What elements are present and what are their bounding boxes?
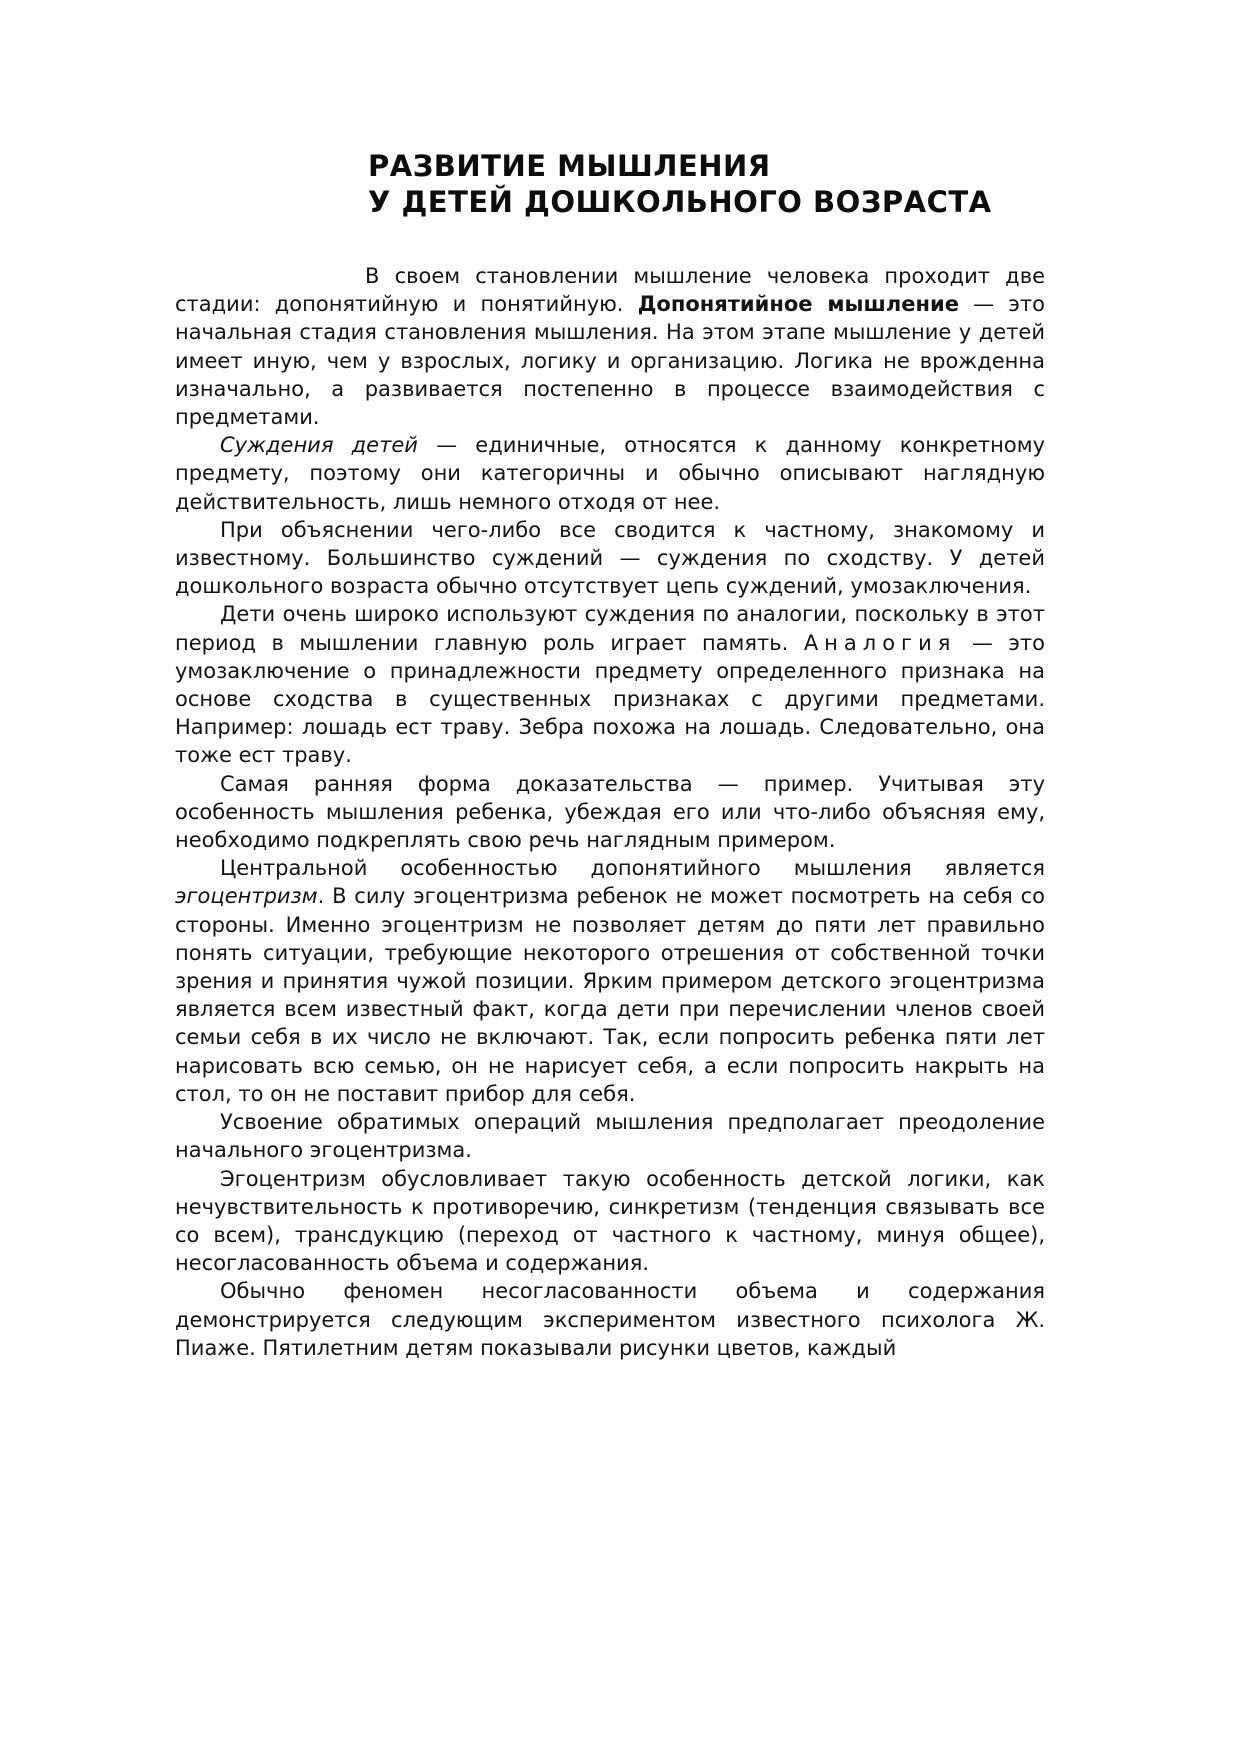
- paragraph-text: . В силу эгоцентризма ребенок не может посмотреть на себя со стороны. Именно эгоцентризм не позволяет детям до пяти лет правильно понять ситуации, требующие некоторого отрешения от собственной точки зрения и принятия чужой позиции. Ярким примером детского эгоцентризма является всем известный факт, когда дети при перечислении членов своей семьи себя в их число не включают. Так, если попросить ребенка пяти лет нарисовать всю семью, он не нарисует себя, а если попросить накрыть на стол, то он не поставит прибор для себя.: [175, 884, 1045, 1106]
- paragraph-text: При объяснении чего-либо все сводится к частному, знакомому и известному. Большинство суждений — суждения по сходству. У детей дошкольного возраста обычно отсутствует цепь суждений, умозаключения.: [175, 517, 1045, 599]
- paragraph: [175, 600, 1045, 769]
- paragraph-text: Дети очень широко используют суждения по аналогии, поскольку в этот период в мышлении главную роль играет память.: [175, 602, 1045, 655]
- paragraph-text: Обычно феномен несогласованности объема и содержания демонстрируется следующим экспериментом известного психолога Ж. Пиаже. Пятилетним детям показывали рисунки цветов, каждый: [175, 1279, 1045, 1360]
- paragraph: [175, 1277, 1045, 1362]
- paragraph-text: Эгоцентризм обусловливает такую особенность детской логики, как нечувствительность к противоречию, синкретизм (тенденция связывать все со всем), трансдукцию (переход от частного к частному, минуя общее), несогласованность объема и содержания.: [175, 1166, 1045, 1276]
- paragraph-text: В своем становлении мышление человека проходит две стадии: допонятийную и понятийную.: [175, 264, 1045, 317]
- title-line-2: У ДЕТЕЙ ДОШКОЛЬНОГО ВОЗРАСТА: [368, 185, 992, 219]
- paragraph: [175, 770, 1045, 855]
- paragraph: [175, 431, 1045, 516]
- paragraph-text: — единичные, относятся к данному конкретному предмету, поэтому они категоричны и обычно описывают наглядную действительность, лишь немного отходя от нее.: [175, 433, 1045, 514]
- page-title: [368, 148, 992, 220]
- paragraph-text: — это умозаключение о принадлежности предмету определенного признака на основе сходства в существенных признаках с другими предметами. Например: лошадь ест траву. Зебра похожа на лошадь. Следовательно, она тоже ест траву.: [175, 630, 1045, 768]
- paragraph-text: — это начальная стадия становления мышления. На этом этапе мышление у детей имеет иную, чем у взрослых, логику и организацию. Логика не врожденна изначально, а развивается постепенно в процессе взаимодействия с предметами.: [175, 292, 1045, 430]
- paragraph: [175, 516, 1045, 601]
- paragraph: [175, 1165, 1045, 1278]
- title-line-1: РАЗВИТИЕ МЫШЛЕНИЯ: [368, 149, 771, 183]
- paragraph-text: Усвоение обратимых операций мышления предполагает преодоление начального эгоцентризма.: [175, 1110, 1045, 1163]
- paragraph-text: Самая ранняя форма доказательства — пример. Учитывая эту особенность мышления ребенка, убеждая его или что-либо объясняя ему, необходимо подкреплять свою речь наглядным примером.: [175, 771, 1045, 853]
- bold-term: Допонятийное мышление: [637, 292, 959, 317]
- italic-term: эгоцентризм: [175, 884, 318, 909]
- article-body: [175, 262, 1045, 1362]
- paragraph: [175, 854, 1045, 1108]
- paragraph: [175, 1108, 1045, 1164]
- paragraph: [175, 262, 1045, 431]
- spaced-term: Аналогия: [803, 630, 957, 655]
- paragraph-text: Центральной особенностью допонятийного мышления является: [220, 856, 1045, 881]
- italic-term: Суждения детей: [220, 433, 418, 458]
